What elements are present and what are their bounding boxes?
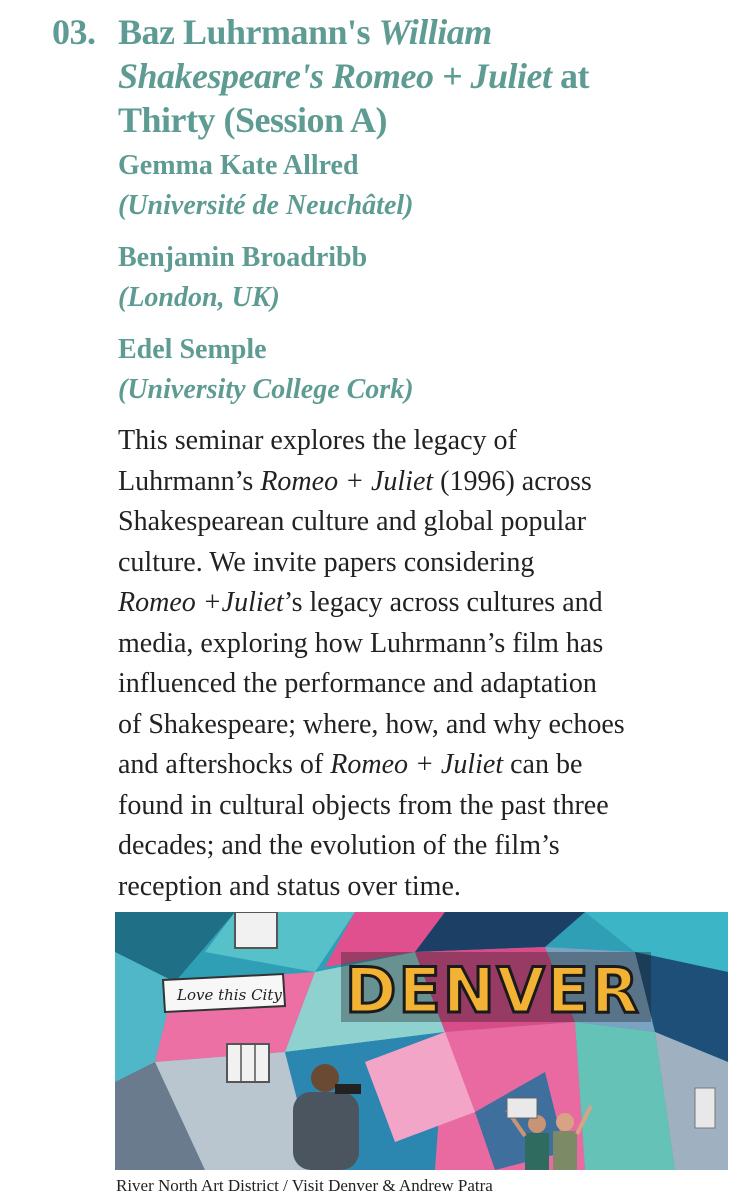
description-line: Romeo +Juliet’s legacy across cultures and xyxy=(118,587,603,618)
description-line: and aftershocks of Romeo + Juliet can be xyxy=(118,749,583,780)
description-line: Luhrmann’s Romeo + Juliet (1996) across xyxy=(118,465,592,497)
svg-text:Love this City: Love this City xyxy=(177,986,282,1004)
convenor-affiliation: (London, UK) xyxy=(118,282,280,313)
title-line-1: Baz Luhrmann's William xyxy=(118,12,492,52)
description-line: of Shakespeare; where, how, and why echoes xyxy=(118,708,625,740)
convenor-name: Edel Semple xyxy=(118,334,267,365)
convenor-name: Benjamin Broadribb xyxy=(118,242,368,273)
description-line: media, exploring how Luhrmann’s film has xyxy=(118,627,604,659)
description-line: culture. We invite papers considering xyxy=(118,546,535,578)
mural-photo xyxy=(115,912,728,1170)
description-line: reception and status over time. xyxy=(118,870,461,902)
mural-illustration xyxy=(115,912,728,1170)
description-line: Shakespearean culture and global popular xyxy=(118,506,587,537)
description-line: This seminar explores the legacy of xyxy=(118,425,517,456)
denver-lettering xyxy=(341,952,651,1027)
love-this-city-sign xyxy=(163,974,285,1012)
seminar-description xyxy=(118,421,728,907)
convenor xyxy=(118,146,414,226)
convenor-affiliation: (University College Cork) xyxy=(118,374,414,405)
description-line: decades; and the evolution of the film’s xyxy=(118,830,560,861)
session-number: 03. xyxy=(52,12,96,52)
convenor-name: Gemma Kate Allred xyxy=(118,150,359,181)
convenor xyxy=(118,238,367,318)
convenor-affiliation: (Université de Neuchâtel) xyxy=(118,190,414,221)
photo-caption: River North Art District / Visit Denver & Andrew Patra xyxy=(116,1176,493,1195)
svg-text:DENVER: DENVER xyxy=(345,954,641,1027)
description-line: found in cultural objects from the past three xyxy=(118,789,609,821)
convenor xyxy=(118,330,414,410)
session-title xyxy=(118,10,738,142)
title-line-3: Thirty (Session A) xyxy=(118,100,388,140)
title-line-2: Shakespeare's Romeo + Juliet at xyxy=(118,56,590,96)
description-line: influenced the performance and adaptation xyxy=(118,668,597,699)
